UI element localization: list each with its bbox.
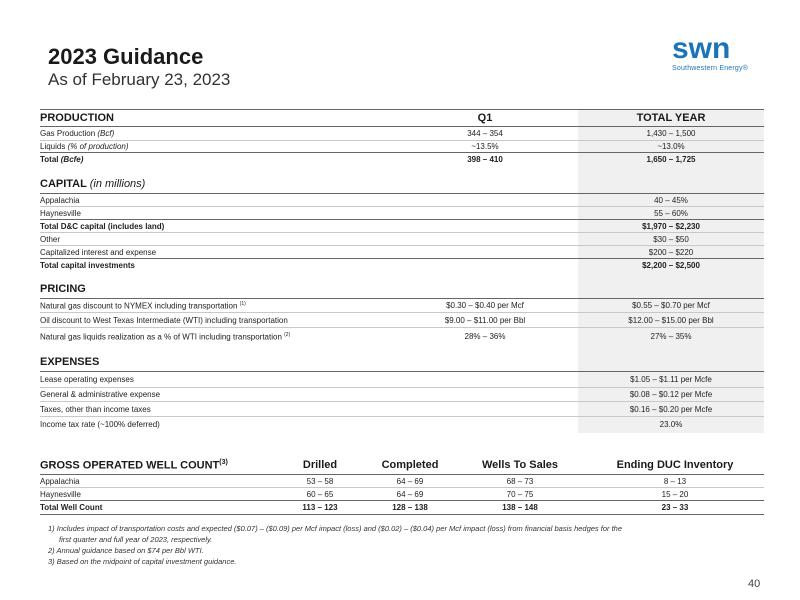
company-logo <box>672 34 764 72</box>
logo-tagline: Southwestern Energy® <box>672 65 749 72</box>
divider <box>40 371 764 372</box>
divider <box>40 193 764 194</box>
divider <box>40 514 764 515</box>
logo-wordmark: swn <box>672 32 731 65</box>
divider <box>40 474 764 475</box>
footnote-2: 2) Annual guidance based on $74 per Bbl WTI. <box>48 546 204 555</box>
wells-to-sales-column-header: Wells To Sales <box>481 459 558 471</box>
divider <box>40 245 764 246</box>
completed-column-header: Completed <box>381 459 439 471</box>
divider <box>40 387 764 388</box>
divider <box>40 416 764 417</box>
well-count-heading: GROSS OPERATED WELL COUNT$^{(3)}$ <box>40 459 228 472</box>
production-heading: PRODUCTION <box>40 112 114 124</box>
divider <box>40 232 764 233</box>
footnote-1-cont: first quarter and full year of 2023, respectively. <box>59 535 213 544</box>
divider <box>40 206 764 207</box>
divider <box>40 401 764 402</box>
page-title: 2023 Guidance <box>48 44 204 69</box>
capital-heading: CAPITAL (in millions) <box>40 178 146 190</box>
footnote-3: 3) Based on the midpoint of capital investment guidance. <box>48 557 237 566</box>
divider <box>40 126 764 127</box>
divider <box>40 312 764 313</box>
divider <box>40 152 764 153</box>
total-year-column-header: TOTAL YEAR <box>636 112 706 124</box>
page-number: 40 <box>748 578 761 590</box>
page-subtitle: As of February 23, 2023 <box>48 70 231 89</box>
duc-inventory-column-header: Ending DUC Inventory <box>616 459 734 471</box>
divider <box>40 298 764 299</box>
divider <box>40 109 764 110</box>
q1-column-header: Q1 <box>477 112 493 124</box>
drilled-column-header: Drilled <box>302 459 338 471</box>
divider <box>40 140 764 141</box>
pricing-heading: PRICING <box>40 283 86 295</box>
divider <box>40 487 764 488</box>
divider <box>40 258 764 259</box>
expenses-heading: EXPENSES <box>40 356 100 368</box>
divider <box>40 219 764 220</box>
divider <box>40 327 764 328</box>
footnote-1: 1) Includes impact of transportation costs and expected ($0.07) – ($0.09) per Mcf impact (loss) and ($0.02) – ($0.04) per Mcf impact (loss) from financial basis hedges for the <box>48 524 623 533</box>
divider <box>40 500 764 501</box>
